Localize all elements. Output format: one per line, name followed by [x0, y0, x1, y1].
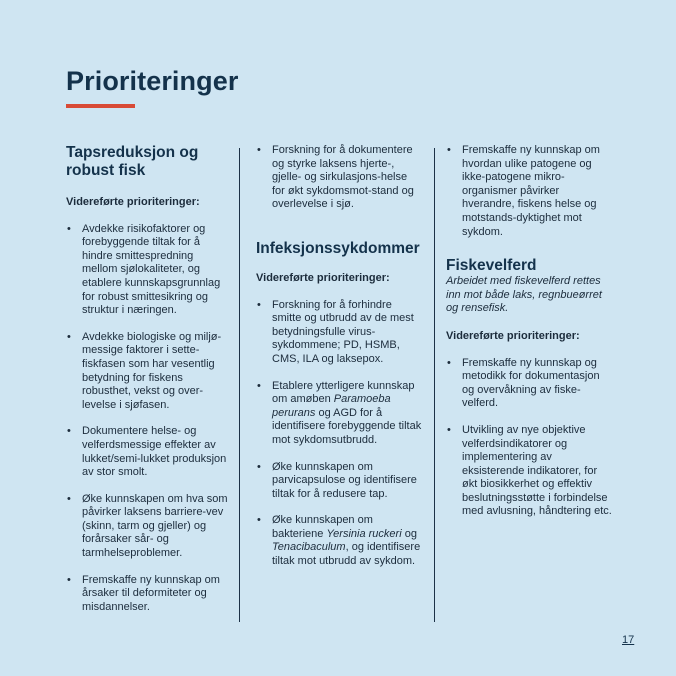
page-number: 17 — [622, 634, 635, 646]
section-intro: Arbeidet med fiskevelferd rettes inn mot både laks, regnbueørret og rensefisk. — [446, 275, 602, 315]
section-heading-tapsreduksjon: Tapsreduksjon og robust fisk — [66, 144, 199, 179]
page-title: Prioriteringer — [66, 66, 239, 96]
list-item-text: og — [401, 527, 417, 540]
priority-list — [66, 223, 229, 615]
priority-list-continued — [256, 144, 422, 212]
list-item: • Avdekke risikofaktorer og forebyggende tiltak for å hindre smittespredning mellom sjølokaliteter, og etablere kunnskapsgrunnlag for robust smittesikring og struktur i næringen. — [66, 223, 228, 318]
list-item — [256, 380, 422, 448]
section-heading-fiskevelferd: Fiskevelferd — [446, 257, 537, 275]
priority-list — [446, 357, 612, 520]
species-name: Tenacibaculum — [272, 541, 346, 554]
list-item: • Dokumentere helse- og velferdsmessige effekter av lukket/semi-lukket produksjon av stor smolt. — [66, 425, 229, 479]
column-2 — [256, 144, 422, 569]
title-underline — [66, 104, 135, 108]
list-item: • Forskning for å forhindre smitte og utbrudd av de mest betydningsfulle virus-sykdommene; PD, HSMB, CMS, ILA og laksepox. — [256, 299, 422, 367]
column-divider — [239, 148, 240, 622]
species-name: Yersinia ruckeri — [326, 527, 402, 540]
list-item: • Øke kunnskapen om parvicapsulose og identifisere tiltak for å redusere tap. — [256, 461, 422, 502]
list-item-text: Etablere ytterligere kunnskap om amøben — [272, 379, 415, 406]
list-item: • Utvikling av nye objektive velferdsindikatorer og implementering av eksisterende indikatorer, for økt biosikkerhet og effektiv beslutningsstøtte i forbindelse med avlusning, håndtering etc. — [446, 424, 612, 519]
list-item: • Fremskaffe ny kunnskap om årsaker til deformiteter og misdannelser. — [66, 574, 228, 615]
list-item: • Fremskaffe ny kunnskap og metodikk for dokumentasjon og overvåkning av fiske-velferd. — [446, 357, 612, 411]
subheading: Videreførte prioriteringer: — [66, 196, 200, 208]
priority-list-continued — [446, 144, 612, 239]
list-item: • Øke kunnskapen om hva som påvirker laksens barriere-vev (skinn, tarm og gjeller) og forårsaker sår- og tarmhelseproblemer. — [66, 493, 228, 561]
section-heading-infeksjonssykdommer: Infeksjonssykdommer — [256, 239, 420, 257]
species-name: Paramoeba perurans — [272, 393, 391, 419]
list-item: • Forskning for å dokumentere og styrke laksens hjerte-, gjelle- og sirkulasjons-helse for økt sykdomsmot-stand og overlevelse i sjø. — [256, 144, 422, 212]
column-3 — [446, 144, 612, 519]
list-item-text: , og identifisere tiltak mot utbrudd av sykdom. — [272, 541, 421, 568]
subheading: Videreførte prioriteringer: — [256, 271, 390, 284]
column-divider — [434, 148, 435, 622]
list-item-text: Øke kunnskapen om bakteriene — [272, 514, 373, 540]
priority-list — [256, 299, 422, 569]
list-item: • Fremskaffe ny kunnskap om hvordan ulike patogene og ikke-patogene mikro-organismer påvirker hverandre, fiskens helse og motstands-dyktighet mot sykdom. — [446, 144, 612, 239]
column-1 — [66, 144, 229, 614]
list-item: • Avdekke biologiske og miljø-messige faktorer i sette-fiskfasen som har vesentlig betydning for fiskens robusthet, vekst og over-levelse i sjøfasen. — [66, 331, 228, 413]
subheading: Videreførte prioriteringer: — [446, 329, 580, 342]
list-item-text: og AGD for å identifisere forebyggende tiltak mot sykdomsutbrudd. — [272, 406, 422, 446]
list-item — [256, 514, 422, 568]
